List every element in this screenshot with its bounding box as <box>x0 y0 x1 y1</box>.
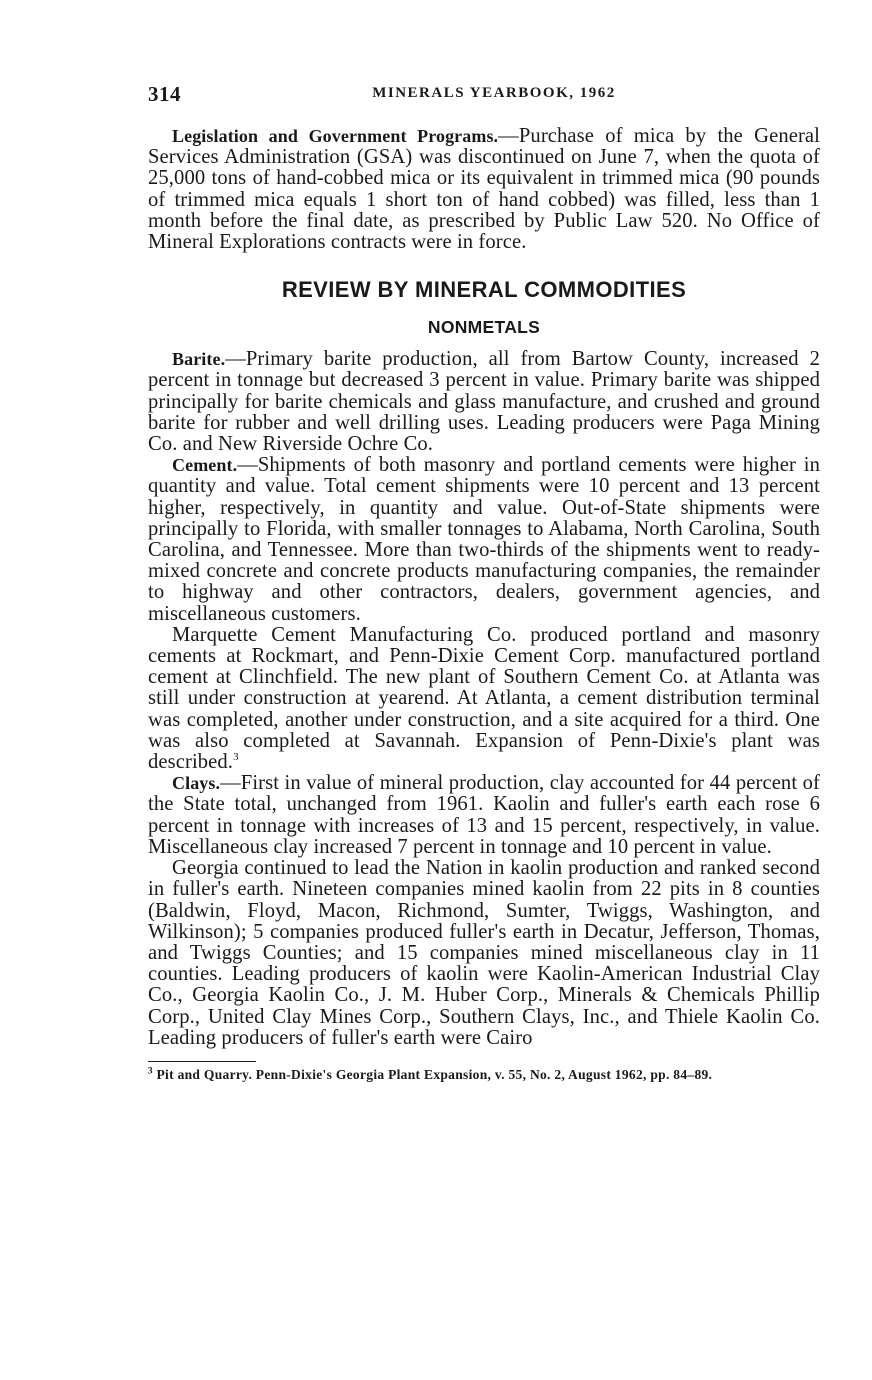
footnote <box>148 1066 820 1083</box>
subsection-heading: NONMETALS <box>427 317 541 338</box>
page-number: 314 <box>148 82 181 106</box>
footnote-rule <box>148 1061 256 1062</box>
clays-heading: Clays. <box>172 773 221 794</box>
footnote-mark: 3 <box>148 1065 153 1076</box>
clays-text: —First in value of mineral production, clay accounted for 44 percent of the State total, unchanged from 1961. Kaolin and fuller's earth each rose 6 percent in tonnage with increases of 13 and 15 percent, respectively, in value. Miscellaneous clay increased 7 percent in tonnage and 10 percent in value. <box>148 772 820 858</box>
clays-paragraph <box>148 773 820 858</box>
legislation-text: —Purchase of mica by the General Services Administration (GSA) was discontinued on June 7, when the quota of 25,000 tons of hand-cobbed mica or its equivalent in trimmed mica (90 pounds of trimmed mica equals 1 short ton of hand cobbed) was filled, less than 1 month before the final date, as prescribed by Public Law 520. No Office of Mineral Explorations contracts were in force. <box>148 125 820 254</box>
cement-text: —Shipments of both masonry and portland cements were higher in quantity and value. Total cement shipments were 10 percent and 13 percent higher, respectively, in quantity and value. Out-of-State shipments were principally to Florida, with smaller tonnages to Alabama, North Carolina, South Carolina, and Tennessee. More than two-thirds of the shipments went to ready-mixed concrete and concrete products manufacturing companies, the remainder to highway and other contractors, dealers, government agencies, and miscellaneous customers. <box>148 454 820 625</box>
cement-paragraph <box>148 455 820 625</box>
footnote-text: Pit and Quarry. Penn-Dixie's Georgia Plant Expansion, v. 55, No. 2, August 1962, pp. 84–89. <box>156 1066 713 1082</box>
clays-text-2: Georgia continued to lead the Nation in kaolin production and ranked second in fuller's earth. Nineteen companies mined kaolin from 22 pits in 8 counties (Baldwin, Floyd, Macon, Richmond, Sumter, Twiggs, Washington, and Wilkinson); 5 companies produced fuller's earth in Decatur, Jefferson, Thomas, and Twiggs Counties; and 15 companies mined miscellaneous clay in 11 counties. Leading producers of kaolin were Kaolin-American Industrial Clay Co., Georgia Kaolin Co., J. M. Huber Corp., Minerals & Chemicals Phillip Corp., United Clay Mines Corp., Southern Clays, Inc., and Thiele Kaolin Co. Leading producers of fuller's earth were Cairo <box>148 857 820 1049</box>
barite-heading: Barite. <box>172 349 226 370</box>
legislation-paragraph <box>148 126 820 253</box>
cement-text-2: Marquette Cement Manufacturing Co. produced portland and masonry cements at Rockmart, and Penn-Dixie Cement Corp. manufactured portland cement at Clinchfield. The new plant of Southern Cement Co. at Atlanta was still under construction at yearend. At Atlanta, a cement distribution terminal was completed, another under construction, and a site acquired for a third. One was also completed at Savannah. Expansion of Penn-Dixie's plant was described. <box>148 623 820 774</box>
running-title: MINERALS YEARBOOK, 1962 <box>372 85 616 101</box>
barite-paragraph <box>148 349 820 455</box>
running-head <box>148 82 820 112</box>
cement-paragraph-2 <box>148 625 820 773</box>
barite-text: —Primary barite production, all from Bartow County, increased 2 percent in tonnage but decreased 3 percent in value. Primary barite was shipped principally for barite chemicals and glass manufacture, and crushed and ground barite for rubber and well drilling uses. Leading producers were Paga Mining Co. and New Riverside Ochre Co. <box>148 348 820 456</box>
footnote-reference: 3 <box>233 751 239 764</box>
clays-paragraph-2 <box>148 858 820 1049</box>
cement-heading: Cement. <box>172 455 238 476</box>
section-heading: REVIEW BY MINERAL COMMODITIES <box>281 277 687 303</box>
legislation-heading: Legislation and Government Programs. <box>172 126 499 146</box>
page <box>148 82 820 1083</box>
